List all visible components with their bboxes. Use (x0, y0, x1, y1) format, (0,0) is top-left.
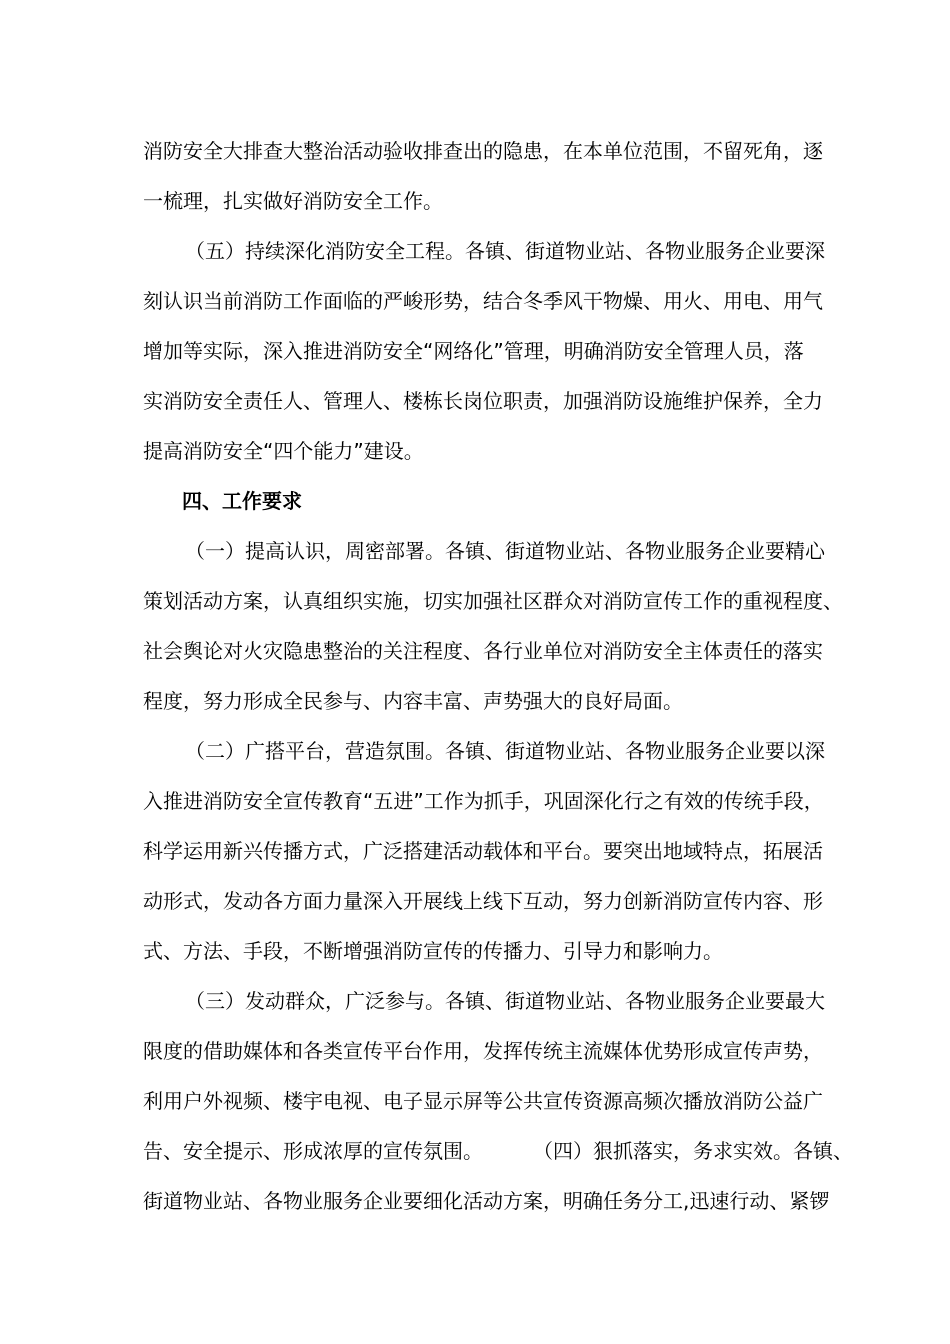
paragraph-2-line-3: 科学运用新兴传播方式，广泛搭建活动载体和平台。要突出地域特点，拓展活 (143, 839, 823, 863)
paragraph-2-line-2: 入推进消防安全宣传教育“五进”工作为抓手，巩固深化行之有效的传统手段， (143, 789, 824, 813)
body-line-1: 消防安全大排查大整治活动验收排查出的隐患，在本单位范围，不留死角，逐 (143, 139, 823, 163)
paragraph-1-line-3: 社会舆论对火灾隐患整治的关注程度、各行业单位对消防安全主体责任的落实 (143, 639, 823, 663)
paragraph-1-line-2: 策划活动方案，认真组织实施，切实加强社区群众对消防宣传工作的重视程度、 (143, 589, 843, 613)
paragraph-1-line-4: 程度，努力形成全民参与、内容丰富、声势强大的良好局面。 (143, 689, 683, 713)
paragraph-2-line-4: 动形式，发动各方面力量深入开展线上线下互动，努力创新消防宣传内容、形 (143, 889, 823, 913)
paragraph-4-line-2: 街道物业站、各物业服务企业要细化活动方案，明确任务分工,迅速行动、紧锣 (143, 1189, 830, 1213)
body-line-2: 一梳理，扎实做好消防安全工作。 (143, 189, 443, 213)
paragraph-3-line-1: （三）发动群众，广泛参与。各镇、街道物业站、各物业服务企业要最大 (185, 989, 825, 1013)
paragraph-2-line-5: 式、方法、手段，不断增强消防宣传的传播力、引导力和影响力。 (143, 939, 723, 963)
paragraph-4-start: （四）狠抓落实，务求实效。各镇、 (533, 1139, 853, 1163)
paragraph-3-line-3: 利用户外视频、楼宇电视、电子显示屏等公共宣传资源高频次播放消防公益广 (143, 1089, 823, 1113)
paragraph-3-line-2: 限度的借助媒体和各类宣传平台作用，发挥传统主流媒体优势形成宣传声势， (143, 1039, 823, 1063)
paragraph-5-line-3: 增加等实际，深入推进消防安全“网络化”管理，明确消防安全管理人员，落 (143, 339, 804, 363)
paragraph-5-line-5: 提高消防安全“四个能力”建设。 (143, 439, 424, 463)
paragraph-5-line-2: 刻认识当前消防工作面临的严峻形势，结合冬季风干物燥、用火、用电、用气 (143, 289, 823, 313)
paragraph-3-tail: 告、安全提示、形成浓厚的宣传氛围。 (143, 1139, 483, 1163)
paragraph-1-line-1: （一）提高认识，周密部署。各镇、街道物业站、各物业服务企业要精心 (185, 539, 825, 563)
paragraph-5-line-4: 实消防安全责任人、管理人、楼栋长岗位职责，加强消防设施维护保养，全力 (143, 389, 823, 413)
paragraph-3-line-4 (143, 1136, 853, 1166)
paragraph-2-line-1: （二）广搭平台，营造氛围。各镇、街道物业站、各物业服务企业要以深 (185, 739, 825, 763)
paragraph-5-line-1: （五）持续深化消防安全工程。各镇、街道物业站、各物业服务企业要深 (185, 239, 825, 263)
section-heading: 四、工作要求 (182, 489, 302, 513)
